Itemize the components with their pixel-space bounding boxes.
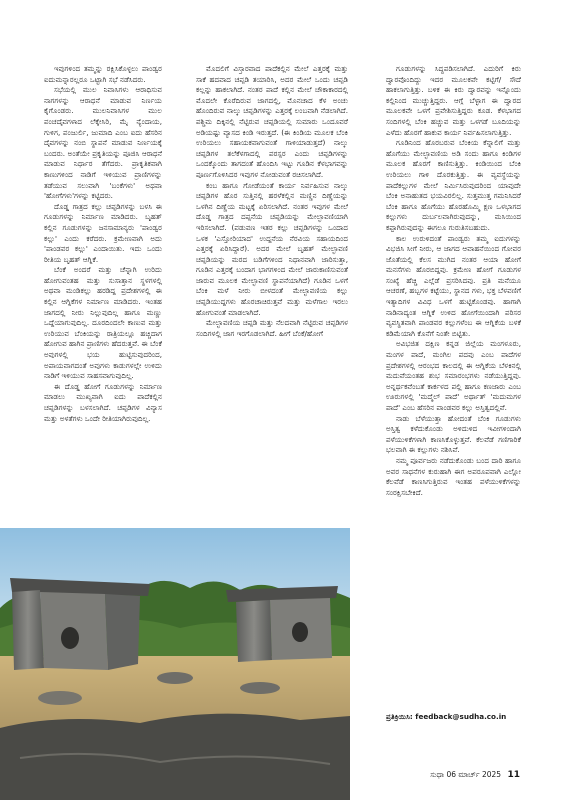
left-dolmen-slab (105, 594, 140, 670)
paragraph: ಗೂಡುಗಳನ್ನು ಸಿದ್ಧಪಡಿಸಲಾಗಿದೆ. ಎದುರಿಗೆ ಕಿರು ದ್ವಾರವೊಂದಿದ್ದು ಇದರ ಮೂಲಕವೇ ಕಟ್ಟಿಗೆ/ ಸೌದೆ ಹಾಕಲಾಗುತ್ತಿತ್ತು. ಬಳಿಕ ಈ ಕಿರು ದ್ವಾರವನ್ನು ಇನ್ನೊಂದು ಕಲ್ಲಿನಿಂದ ಮುಚ್ಚುತ್ತಿದ್ದರು. ಆಗ್ಗೆ ಬೆಳ್ಳಾಗ ಈ ದ್ವಾರದ ಮೂಲಕವೇ ಒಳಗೆ ಪ್ರವೇಶಿಸುತ್ತಿದ್ದರು ಕೂಡ. ಕೆಳಭಾಗದ ಸಂದಿಗಳಲ್ಲಿ ಬೆಂಕಿ ಹಚ್ಚುವ ಮತ್ತು ಒಳಗಡೆ ಬೂದಿಯನ್ನು ಎಳೆದು ಹೊರಗೆ ಹಾಕುವ ಕಾರ್ಯ ನಿರ್ವಹಿಸಲಾಗುತ್ತಿತ್ತು. (386, 64, 521, 137)
dolmen-porthole (292, 622, 308, 642)
feedback-email: ಪ್ರತಿಕ್ರಿಯಿಸಿ: feedback@sudha.co.in (386, 712, 507, 721)
paragraph: ಗೂಡಿನಿಂದ ಹೊರಬರುವ ಬೆಂಕಿಯ ಕೆನ್ನಾಲಿಗೆ ಮತ್ತು ಹೊಗೆಯು ಮೇಲ್ಛಾವಣಿಯ ಅಡಿ ಸಂದು ಹಾಗೂ ಕಿಂಡಿಗಳ ಮೂಲಕ ಹೊರಗೆ ಕಾಣಿಸುತ್ತಿತ್ತು. ಕಿಂಡಿಯಿಂದ ಬೆಂಕಿ ಉರಿಯಲು ಗಾಳಿ ದೊರಕುತ್ತಿತ್ತು. ಈ ವ್ಯವಸ್ಥೆಯನ್ನು ಪಾದೆಕಲ್ಲುಗಳ ಮೇಲೆ ನಿರ್ಮಿಸಿರುವುದರಿಂದ ಯಾವುದೇ ಬೆಂಕಿ ಅನಾಹುತದ ಭಯವಿರಲಿಲ್ಲ. ಸುತ್ತಮುತ್ತ ಗಮನಿಸಿದರೆ ಬೆಂಕಿ ಹಾಗೂ ಹೊಗೆಯು ಹೊರಹೊಮ್ಮಿ ಕ್ಷಣ ಒಳಭಾಗದ ಕಲ್ಲುಗಳು ದುರ್ಬಲವಾಗಿರುವುದನ್ನು, ಮಸಿಯಿಂದ ಕಪ್ಪಾಗಿರುವುದನ್ನು ಈಗಲೂ ಗುರುತಿಸಬಹುದು. (386, 138, 521, 232)
left-dolmen-slab (12, 590, 44, 670)
rock-bed (0, 714, 350, 800)
paragraph: ಕಂಬ ಹಾಗೂ ಗೋಡೆಯಂತೆ ಕಾರ್ಯ ನಿರ್ವಹಿಸುವ ನಾಲ್ಕು ಚಪ್ಪಡಿಗಳ ಹೊರ ಸುತ್ತಿನಲ್ಲಿ ಹರಳೆಕಲ್ಲಿನ ಮಣ್ಣಿನ ದಿಣ್ಣೆಯನ್ನು ಒಳಗಿನ ದಿಣ್ಣೆಯ ಮಟ್ಟಕ್ಕೆ ಏರಿಸಲಾಗಿದೆ. ನಂತರ ಇವುಗಳ ಮೇಲೆ ದೊಡ್ಡ ಗಾತ್ರದ ದಪ್ಪನೆಯ ಚಪ್ಪಡಿಯನ್ನು ಮೇಲ್ಛಾವಣಿಯಾಗಿ ಇರಿಸಲಾಗಿದೆ. (ಪಡುವಣ ಇತರ ಕಲ್ಲು ಚಪ್ಪಡಿಗಳನ್ನು ಒಂದಾದ ಒಳಕ 'ಎಸ್ತೋರಿಯಾದ' ಉದ್ದನೆಯ ನೆರವಿಯ ಸಹಾಯದಿಂದ ಎತ್ತರಕ್ಕೆ ಏರಿಸಿದ್ದಾರೆ). ಅದರ ಮೇಲೆ ಬೃಹತ್ ಮೇಲ್ಛಾವಣಿ ಚಪ್ಪಡಿಯನ್ನು ಮರದ ಬಡಿಗೆಗಳಿಂದ ನಿಧಾನವಾಗಿ ಜಾರಿಸುತ್ತಾ, ಗೂಡಿನ ಎತ್ತರಕ್ಕೆ ಬಂದಾಗ ಭಾಗಗಳಿಂದ ಮೇಲೆ ಜಾರುಕಾಣಿಸುವಂತೆ ಜಾರುವ ಮೂಲಕ ಮೇಲ್ಛಾವಣಿ ಸ್ಥಾಪನೆಯಾಗಿದೆ) ಗೂಡಿನ ಒಳಗೆ ಬೆಂಕಿ ಮಳೆ ನೀರು ಬೀಳದಂತೆ ಮೇಲ್ಛಾವಣಿಯ ಕಲ್ಲು ಚಪ್ಪಡಿಯುದ್ದಗಳು ಹೊರಚಾಚಿರುತ್ತವೆ ಮತ್ತು ಮಳೆಗಾಲ ಇರಲು ಹೋಗುವಂತೆ ಮಾಡಲಾಗಿದೆ. (196, 180, 348, 317)
paragraph: ಅವಿಭಜಿತ ದಕ್ಷಿಣ ಕನ್ನಡ ಜಿಲ್ಲೆಯ ಮಂಗಳೂರು, ಮಂಗಳ ಪಾದೆ, ಮಂಗಿಲ ಪದವು ಎಂಬ ಪಾದೆಗಳ ಪ್ರದೇಶಗಳಲ್ಲಿ ಆರಂಭದ ಕಾಲದಲ್ಲಿ ಈ ಆಗ್ನಿಕೆಯ ಬೆಳಕಿನಲ್ಲಿ ಮದುವೆಯಂತಹ ಶುಭ ಸಮಾರಂಭಗಳು ನಡೆಯುತ್ತಿದ್ದವು. ಅನ್ನರ್ಥಕವೆಂಬತೆ ಕಾರ್ಕಳದ ಪಲ್ಲಿ ಹಾಗೂ ಕಣಜಾರು ಎಂಬ ಊರುಗಳಲ್ಲಿ 'ಮದ್ಮೆಲ್ ಪಾದೆ' ಅರ್ಥಾತ್ 'ಮದುಮಗಳ ಪಾದೆ' ಎಂಬ ಹೆಸರಿನ ಪಾಂಡವರ ಕಲ್ಲು ಅಸ್ತಿತ್ವದಲ್ಲಿವೆ. (386, 339, 521, 412)
paragraph: ಕಾಲ ಉರುಳಿದಂತೆ ಪಾಂಡ್ವರು ತಮ್ಮ ಐದುಗಳನ್ನು ವಿಭಜಿಸಿ ಸೀಗೆ ನೀರು, ಆ ಜಾಗದ ಆವಾಹನೆಯಿಂದ ಗೋವರ ಜೊತೆಯಲ್ಲಿ ಕೆಲಸ ಮುಗಿದ ನಂತರ ಆಯಾ ಹೋಗೆ ಮನಸೆಗಳು ಹೊರಬಿದ್ದವು. ಕ್ರಮೇಣ ಹೋಗೆ ಗೂಡುಗಳ ಸಂಖ್ಯೆ ಹೆಚ್ಚಿ ಎಲ್ಲೆಡೆ ಪ್ರಸರಿಸಿದವು. ಪ್ರತಿ ಮನೆಯೂ ಆಚರಣೆ, ಹಬ್ಬಗಳ ಕಟ್ಟೆಯು, ಸ್ಥಾನದ ಗಳು, ಭಕ್ತ ಬೆಳವಣಿಗೆ ಇತ್ಯಾದಿಗಳ ವಿವಿಧ ಒಳಗೆ ಹುಟ್ಟಿಕೊಂಡವು. ಹಾಗಾಗಿ ನಾಡಿನಾದ್ಯಂತ ಆಗ್ನಿಕೆ ಉಳಿದ ಹೋಗೆಯಿಂದಾಗಿ ಪರಿಸರ ವ್ಯವಸ್ಥಿತವಾಗಿ ಪಾಂಡವರ ಕಲ್ಲುಗಳೆಂಬ ಈ ಆಗ್ನಿಕೆಯ ಬಳಕೆ ಕಡಿಮೆಯಾಗಿ ಕೊನೆಗೆ ನಿಂತೇ ಬಿಟ್ಟಿತು. (386, 233, 521, 338)
paragraph: ಸಭೆಯಲ್ಲಿ ಮುಲ ನಿವಾಸಿಗಳು ಆರಾಧಿಸುವ ನಾಗಗಳನ್ನು ಆರಾಧನೆ ಮಾಡುವ ನಿರ್ಣಯ ಕೈಗೊಂಡರು. ಮುಲನಿವಾಸಿಗಳ ಮುಲ ಪಂಚದೈವಗಳಾದ ಲೆಕ್ಕೇಸಿರಿ, ಮೈ ನ್ಯೆಂದಾಯ, ಗುಳಿಗ, ಪಂಜುರ್ಲಿ, ಜುಮಾದಿ ಎಂಬ ಐದು ಹೆಸರಿನ ದೈವಗಳನ್ನು ನಂಬಿ ಸ್ಥಾಪನೆ ಮಾಡುವ ನಿರ್ಣಯಕ್ಕೆ ಬಂದರು. ಅಂತೆಯೇ ಪ್ರಕೃತಿಯನ್ನು ಪೂಜಿಸಿ ಆರಾಧನೆ ಮಾಡುವ ನಿರ್ಧಾರ ತೆಗೆದರು. ಪ್ರಾಕೃತಿಕವಾಗಿ ಕಾಣುಗಳಿಂದ ನಾಡಿಗೆ ಇಳಿಯುವ ಪ್ರಾಣಿಗಳನ್ನು ತಡೆಯುವ ಸಲುವಾಗಿ 'ಬಂಕೆಗಳು' ಅಥವಾ 'ಹೋಗೆಗಳು'ಗಳನ್ನು ಕಟ್ಟಿದರು. (44, 85, 162, 201)
magazine-name: ಸುಧಾ (430, 770, 445, 779)
paragraph: ದೊಡ್ಡ ಗಾತ್ರದ ಕಲ್ಲು ಚಪ್ಪಡಿಗಳನ್ನು ಬಳಸಿ ಈ ಗೂಡುಗಳನ್ನು ನಿರ್ಮಾಣ ಮಾಡಿದರು. ಬೃಹತ್ ಕಲ್ಲಿನ ಗೂಡುಗಳನ್ನು ಜನಸಾಮಾನ್ಯರು 'ಪಾಂಡ್ವರ ಕಲ್ಲು' ಎಂದು ಕರೆದರು. ಕ್ರಮೇಣವಾಗಿ ಅದು 'ಪಾಂಡವರ ಕಲ್ಲು' ಎಂದಾಯಿತು. ಇದು ಒಂದು ರೀತಿಯ ಬೃಹತ್ ಆಗ್ನಿಕೆ. (44, 201, 162, 264)
right-dolmen-slab (236, 600, 272, 662)
dolmen-photo-illustration (0, 528, 350, 800)
page-number: 11 (507, 770, 520, 780)
paragraph: ನಾಡು ಬೆಳೆಯುತ್ತಾ ಹೋದಂತೆ ಬೆಂಕಿ ಗೂಡುಗಳು ಅಸ್ತಿತ್ವ ಕಳೆದುಕೊಂಡು ಅಳಿದುಳಿದ ಇವೀಗಳಿಂದಾಗಿ ಪಳೆಯುಳಿಕೆಗಳಾಗಿ ಕಾಣಸಿಕೊಳ್ಳುತ್ತವೆ. ಕೆಲವೆಡೆ ಗಣಿಗಾರಿಕೆ ಭಲವಾಗಿ ಈ ಕಲ್ಲುಗಳು ನಶಿಸಿವೆ. (386, 413, 521, 455)
paragraph: ಮೊದಲಿಗೆ ವಿಸ್ತಾರವಾದ ಪಾದೆಕಲ್ಲಿನ ಮೇಲೆ ಎತ್ತರಕ್ಕೆ ಮತ್ತು ಸಾಕೆ ಹದವಾದ ಚಪ್ಪಡಿ ತಯಾರಿಸಿ, ಅದರ ಮೇಲೆ ಒಂದು ಚಪ್ಪಡಿ ಕಲ್ಲನ್ನು ಹಾಕಲಾಗಿದೆ. ನಂತರ ಪಾದೆ ಕಲ್ಲಿನ ಮೇಲೆ ಚೌಕಾಕಾರದಲ್ಲಿ ಮೊದಲೇ ಕೊರೆದಿರುವ ಜಾಗದಲ್ಲಿ, ಮೊನಚಾದ ಕೆಳ ಅಂಚು ಹೊಂದಿರುವ ನಾಲ್ಕು ಚಪ್ಪಡಿಗಳನ್ನು ಎತ್ತರಕ್ಕೆ ಲಂಬವಾಗಿ ನೆಡಲಾಗಿದೆ. ಪಶ್ಚಿಮ ದಿಕ್ಕಿನಲ್ಲಿ ನೆಟ್ಟಿರುವ ಚಪ್ಪಡಿಯಲ್ಲಿ ಸುಮಾರು ಒಂದೂವರೆ ಅಡಿಯಷ್ಟು ವ್ಯಾಸದ ಕಿಂಡಿ ಇರುತ್ತದೆ. (ಈ ಕಿಂಡಿಯ ಮೂಲಕ ಬೆಂಕಿ ಉರಿಯಲು ಸಹಾಯಕವಾಗುವಂತೆ ಗಾಳಿಯಾಡುತ್ತದೆ) ನಾಲ್ಕು ಚಪ್ಪಡಿಗಳ ತಲೆಕೆಳಗಾದಲ್ಲಿ ಪರಸ್ಪರ ಎಂದು ಚಪ್ಪಡಿಗಳನ್ನು ಒಂದಕ್ಕೊಂದು ತಾಗದಂತೆ ಹೊಂದಿಸಿ ಇಟ್ಟು ಗೂಡಿನ ಕೆಳಭಾಗವನ್ನು ಪೂರ್ಣಗೊಳಿಸಿದರ ಇವುಗಳ ನೋಡುವಂತೆ ರಚಿಸಲಾಗಿದೆ. (196, 64, 348, 179)
paragraph: ಬೆಂಕೆ ಅಂದರೆ ಮತ್ತು ಚೆನ್ನಾಗಿ ಉರಿದು ಹೋಗುವಂತಹ ಮತ್ತು ಸುಸಾತ್ತಾನ ಸ್ಥಳಗಳಲ್ಲಿ ಅಥವಾ ಮಂಡಿಕಲ್ಲು ಹರಡಿದ್ದ ಪ್ರದೇಶಗಳಲ್ಲಿ ಈ ಕಲ್ಲಿನ ಆಗ್ನಿಕೆಗಳ ನಿರ್ಮಾಣ ಮಾಡಿದರು. ಇಂತಹ ಜಾಗದಲ್ಲಿ ನೀರು ನಿಲ್ಲುವುದಿಲ್ಲ ಹಾಗೂ ಮಣ್ಣು ಒದ್ದೆಯಾಗುವುದಿಲ್ಲ. ದೂರದಿಂದಲೇ ಕಾಣುವ ಮತ್ತು ಉರಿಯುವ ಬೆಂಕಿಯನ್ನು ರಾತ್ರಿಯಲ್ಲೂ ಹಚ್ಚಿದಾಗ ಹೋಗುವ ಹಾಗಿನ ಪ್ರಾಣಿಗಳು ಹೆದರುತ್ತವೆ. ಈ ಬೆಂಕೆ ಅವುಗಳಲ್ಲಿ ಭಯ ಹುಟ್ಟಿಸುವುದರಿಂದ, ಅಪಾಯವಾಗದಂತೆ ಅವುಗಳು ಕಾಡುಗಳಲ್ಲೇ ಉಳಿದು ನಾಡಿಗೆ ಇಳಿಯುವ ಸಾಹಸವಾಗುವುದಿಲ್ಲ. (44, 265, 162, 381)
dolmen-photo (0, 528, 350, 800)
issue-date: 06 ಮಾರ್ಚ್ 2025 (446, 770, 502, 779)
page-footer (420, 770, 520, 780)
paragraph: ಇವುಗಳಿಂದ ತಮ್ಮನ್ನು ರಕ್ಷಿಸಿಕೊಳ್ಳಲು ಪಾಂಡ್ವರ ಐದುಮನ್ನಾರಲ್ಲರೂ ಒಟ್ಟಾಗಿ ಸಭೆ ನಡೆಸಿದರು. (44, 64, 162, 84)
dolmen-porthole (61, 627, 79, 649)
article-column-1 (44, 64, 162, 524)
article-column-2 (196, 64, 348, 464)
paragraph: ಈ ದೊಡ್ಡ ಹೋಗೆ ಗೂಡುಗಳನ್ನು ನಿರ್ಮಾಣ ಮಾಡಲು ಮುಖ್ಯವಾಗಿ ಐದು ಪಾದೆಕಲ್ಲಿನ ಚಪ್ಪಡಿಗಳನ್ನು ಬಳಸಲಾಗಿದೆ. ಚಪ್ಪಡಿಗಳ ವಿನ್ಯಾಸ ಮತ್ತು ಅಳತೆಗಳು ಒಂದೇ ರೀತಿಯಾಗಿರುವುದಿಲ್ಲ. (44, 381, 162, 423)
paragraph: ನಮ್ಮ ಪೂರ್ವಜರು ನಡೆದುಕೊಂಡು ಬಂದ ದಾರಿ ಹಾಗೂ ಅವರ ಸಾಧನೆಗಳ ಕುರುಹಾಗಿ ಈಗ ಅಪರೂಪವಾಗಿ ಎಲ್ಲೋ ಕೆಲವೆಡೆ ಕಾಣಸಿಗುತ್ತಿರುವ ಇಂತಹ ಪಳೆಯುಳಿಕೆಗಳನ್ನು ಸಂರಕ್ಷಿಸಬೇಕಿದೆ. (386, 455, 521, 497)
article-column-3 (386, 64, 521, 704)
paragraph: ಮೇಲ್ಛಾವಣಿಯ ಚಪ್ಪಡಿ ಮತ್ತು ನೆಲದವಾಗಿ ನೆಟ್ಟಿರುವ ಚಪ್ಪಡಿಗಳ ಸಂದಿಗಳಲ್ಲಿ ಜಾಗ ಇರಗೊಡಲಾಗಿದೆ. ಹೀಗೆ ಬೆಂಕೆ/ಹೋಗೆ (196, 318, 348, 338)
